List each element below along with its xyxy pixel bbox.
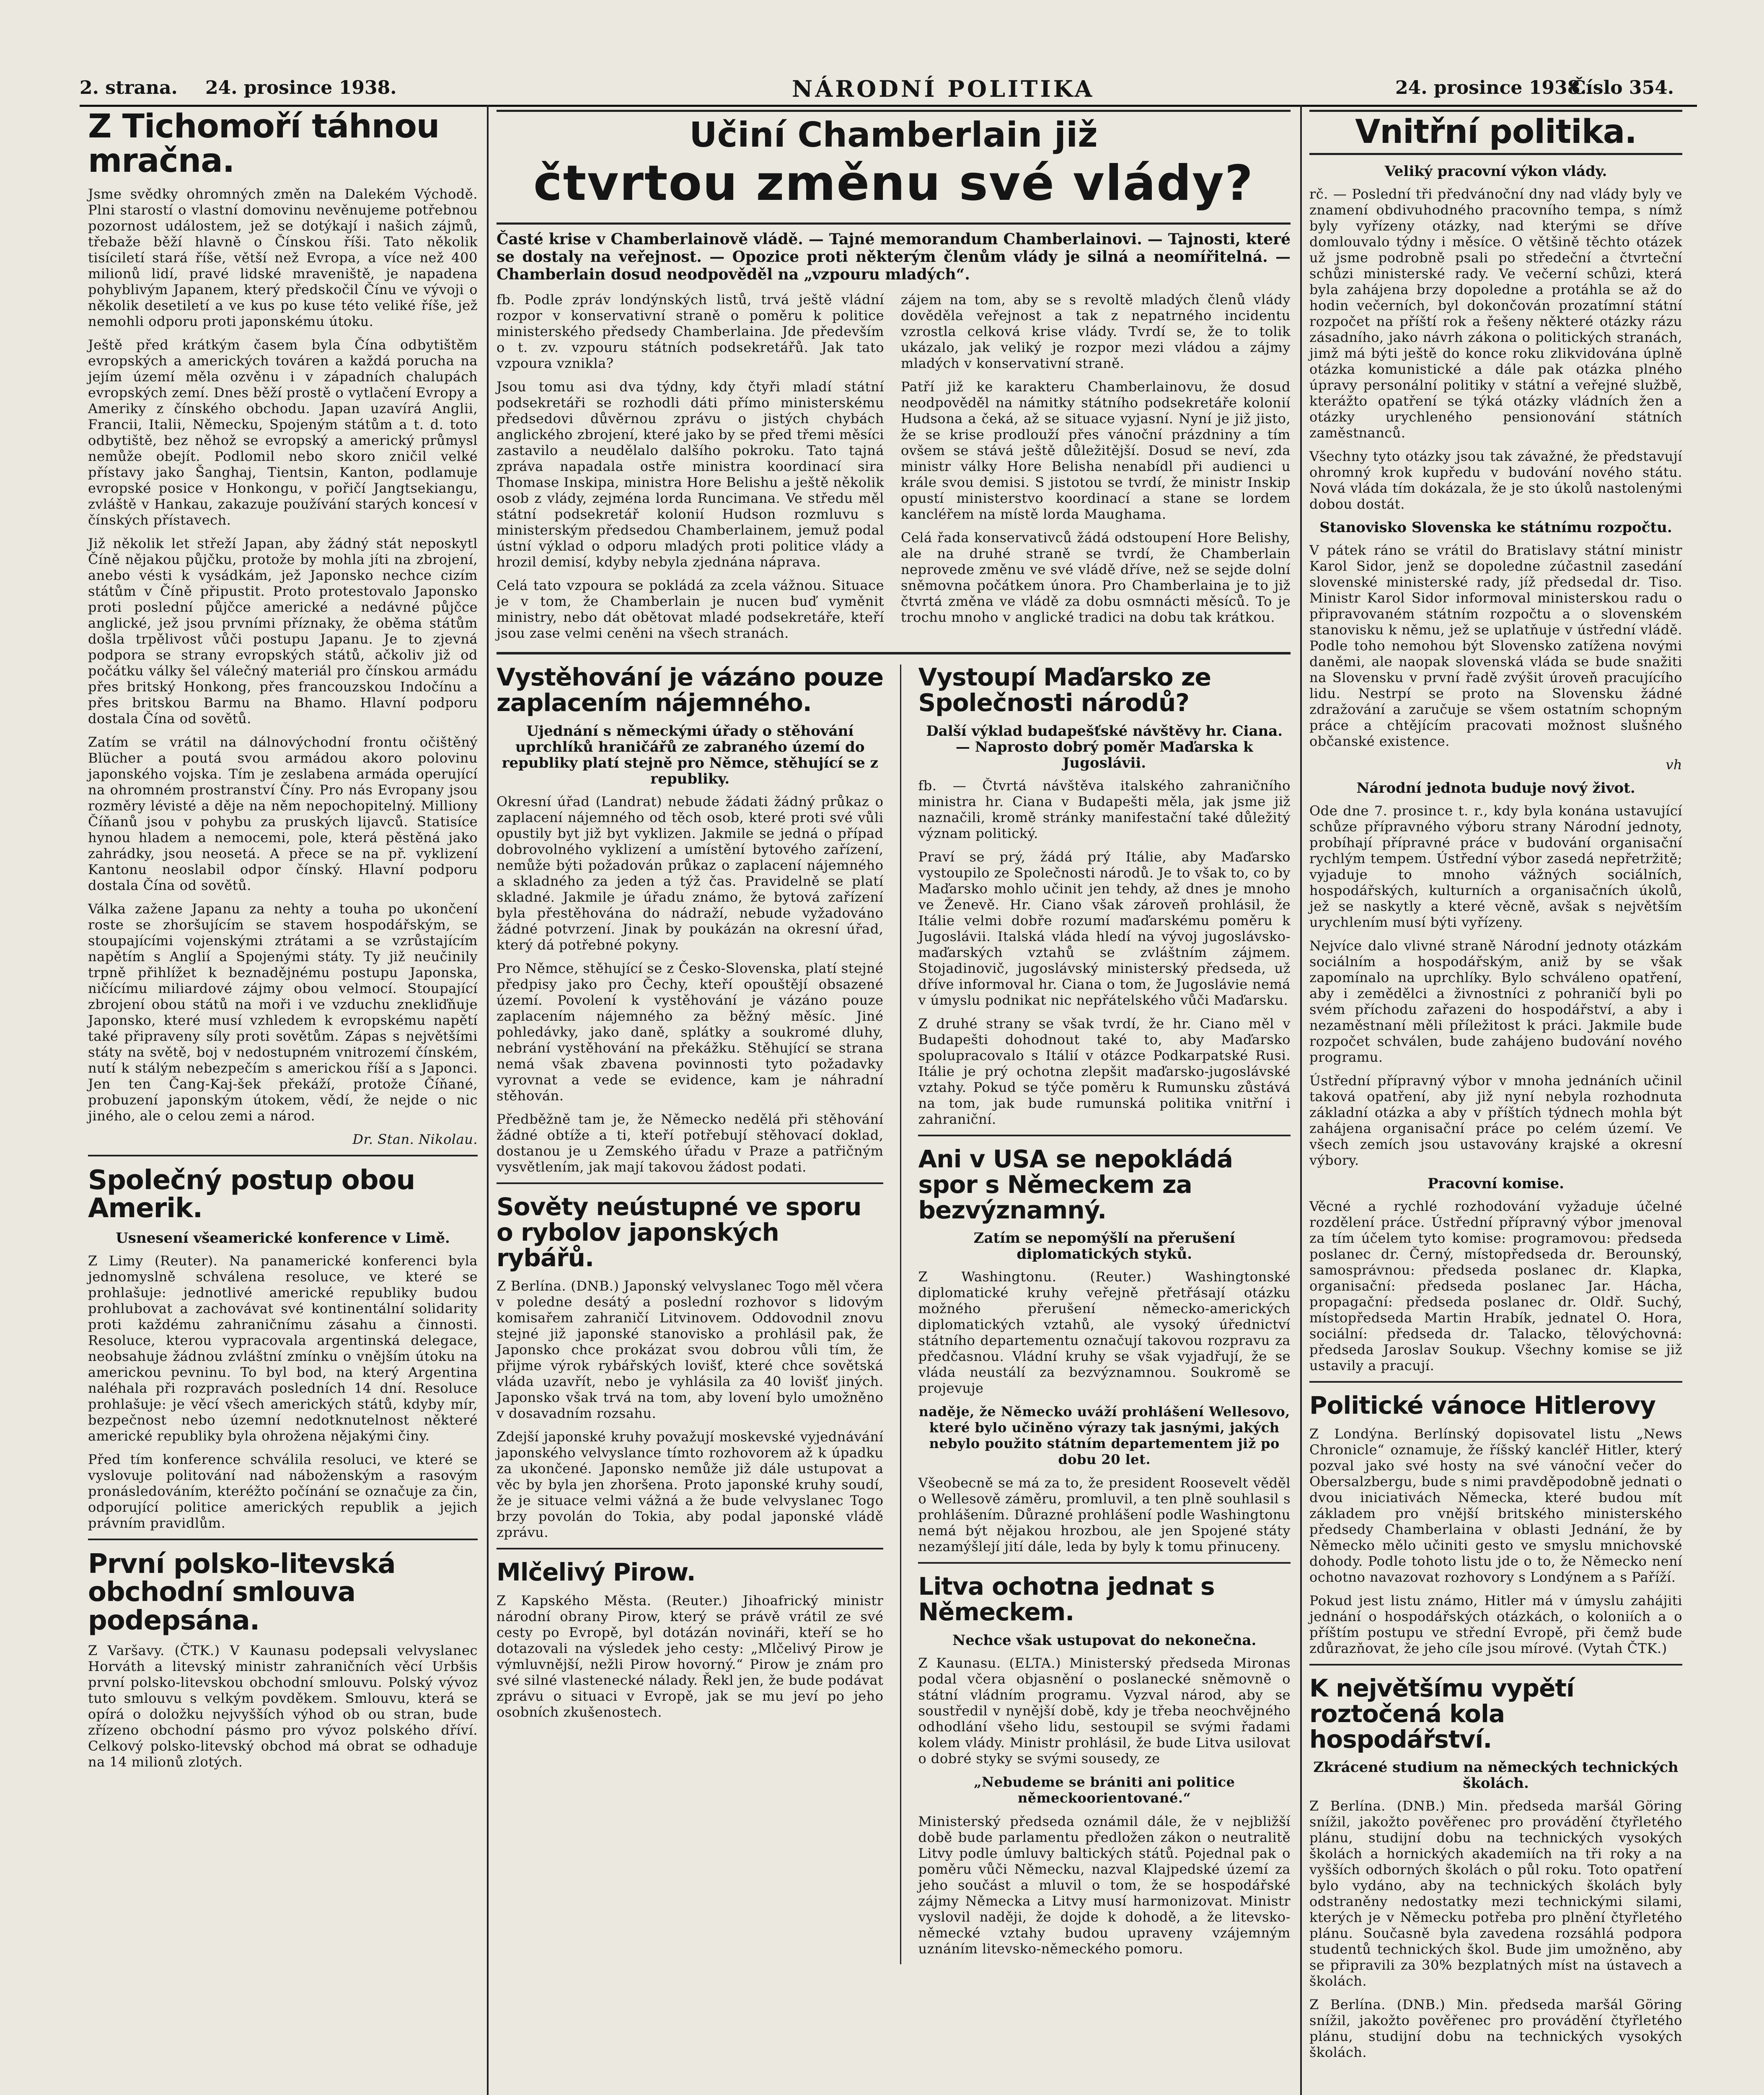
column-rule <box>1300 105 1302 2095</box>
masthead <box>80 75 1697 107</box>
article-paragraph: fb. Podle zpráv londýnských listů, trvá ještě vládní rozpor v konservativní straně o poměru k politice ministerského předsedy Chamberlaina. Jde především o t. zv. vzpouru státních podsekretářů. Jak tato vzpoura vznikla? <box>497 292 884 371</box>
article-bold-paragraph: „Nebudeme se brániti ani politice německoorientované.“ <box>974 1774 1235 1806</box>
article-paragraph: Před tím konference schválila resoluci, ve které se vyslovuje politování nad náboženským a rasovým pronásledováním, kteréžto počínání se označuje za čin, odporující politice amerických republik a jejich právním pravidlům. <box>88 1451 478 1531</box>
center-lower-left <box>497 665 883 1964</box>
article-paragraph: Již několik let střeží Japan, aby žádný stát neposkytl Číně nějakou půjčku, protože by mohla jíti na zbrojení, anebo vésti k vysádkám, jež Japonsko nechce cizím státům v Číně připustit. Proto protestovalo Japonsko proti poslední půjčce americké a nedávné půjčce anglické, jež jsou prvními příznaky, že oběma státům došla trpělivost vůči postupu Japanu. Je to zjevná podpora se strany evropských států, ačkoliv již od počátku války šel válečný materiál pro čínskou armádu přes britský Honkong, přes francouzskou Indočínu a přes britskou Barmu na Bhamo. Hlavní podporu dostala Čína od sovětů. <box>88 535 478 727</box>
page-number: 2. strana. <box>80 77 178 98</box>
divider <box>497 1182 883 1184</box>
article-title: Ani v USA se nepokládá spor s Německem za bezvýznamný. <box>918 1144 1233 1224</box>
article-paragraph: Všeobecně se má za to, že president Roosevelt věděl o Wellesově záměru, promluvil, a ten plně souhlasil s prohlášením. Důrazné prohlášení podle Washingtonu nemá být nějakou hrozbou, ale jen Spojené státy nezamýšlejí jití dále, leda by byly k tomu přinuceny. <box>918 1475 1291 1555</box>
article-title: Z Tichomoří táhnou mračna. <box>88 108 440 180</box>
article-paragraph: Praví se prý, žádá prý Itálie, aby Maďarsko vystoupilo ze Společnosti národů. Je to však to, co by Maďarsko mohlo učinit jen tehdy, až dnes je mnoho ve Ženevě. Hr. Ciano však zároveň prohlásil, že Itálie velmi dobře rozumí maďarskému poměru k Jugoslávii. Italská vláda hledí na vývoj jugoslávsko-maďarských vztahů se zvláštním zájmem. Stojadinovič, jugoslávský ministerský předseda, už dříve informoval hr. Ciana o tom, že Jugoslávie nemá v úmyslu podnikat nic nepřátelského vůči Maďarsku. <box>918 848 1291 1008</box>
column-left <box>88 110 478 1777</box>
article-paragraph: Válka zažene Japanu za nehty a touha po ukončení roste se zhoršujícím se stavem hospodářským, se stoupajícími vojenskými ztrátami a se vzrůstajícím napětím s Anglií a Spojenými státy. Ty již neučinily trpně přihlížet k beznadějnému postupu Japonska, ničícímu miliardové zájmy obou velmocí. Stoupající zbrojení obou států na moři i ve vzduchu znekliďňuje Japonsko, které musí vzhledem k evropskému napětí také připraveny síly proti sovětům. Zápas s největšími státy na světě, boj v nedostupném vnitrozemí čínském, nutí k stálým nebezpečím s americkou říší a s Japonci. Jen ten Čang-Kaj-šek překáží, protože Číňané, probuzení japonským útokem, vědí, že nejde o nic jiného, ale o celou zemi a národ. <box>88 900 478 1124</box>
article-title: Sověty neústupné ve sporu o rybolov japonských rybářů. <box>497 1192 861 1272</box>
article-paragraph: Z Berlína. (DNB.) Min. předseda maršál Göring snížil, jakožto pověřenec pro provádění čtyřletého plánu, studijní dobu na technických vysokých školách a hornických akademiích na tři roky a na vyšších odborných školách o půl roku. Toto opatření bylo vydáno, aby na technických školách byly odstraněny nedostatky mezi technickými silami, kterých je v Německu potřeba pro plnění čtyřletého plánu. Současně byla zavedena rozsáhlá podpora studentů technických škol. Bude jim umožněno, aby se připravili za 30% bezplatných míst na ústavech a školách. <box>1309 1798 1682 1989</box>
article-paragraph: Zatím se vrátil na dálnovýchodní frontu očištěný Blücher a poutá svou armádou akoro polovinu japonského vojska. Tím je zeslabena armáda operující na ohromném prostranství Číny. Pro nás Evropany jsou rozměry lévisté a děje na něm nepochopitelný. Milliony Číňanů jsou v pohybu za pruských lijavců. Statisíce hynou hladem a nemocemi, pole, která pěstěná jako zahrádky, jsou neosetá. A přece se na př. vyklizení Kantonu neoslabil odpor čínský. Hlavní podporu dostala Čína od sovětů. <box>88 734 478 893</box>
article-subtitle: Nechce však ustupovat do nekonečna. <box>952 1632 1257 1649</box>
article-title: K největšímu vypětí roztočená kola hospodářství. <box>1309 1673 1574 1754</box>
article-paragraph: Jsou tomu asi dva týdny, kdy čtyři mladí státní podsekretáři se rozhodli dáti přímo ministerskému předsedovi důvěrnou zprávu o jistých chybách anglického zbrojení, které jako by se před třemi měsíci zastavilo a neudělalo dalšího pokroku. Tato tajná zpráva napadala ostře ministra koordinací sira Thomase Inskipa, ministra Hore Belishu a ještě několik osob z vlády, zejména lorda Runcimana. Ve středu měl státní podsekretář kolonií Hudson rozmluvu s ministerským předsedou Chamberlainem, jemuž podal ústní výklad o odporu mladých proti politice vlády a hrozil demisí, kdyby nebyla zjednána náprava. <box>497 379 884 570</box>
center-lower <box>497 665 1291 1964</box>
article-paragraph: Okresní úřad (Landrat) nebude žádati žádný průkaz o zaplacení nájemného od těch osob, které proti své vůli opustily byt již byt vyklizen. Jakmile se jedná o případ dobrovolného vyklizení a umístění bytového zařízení, nemůže býti požadován průkaz o zaplacení nájemného a skladného za jeden a týž čas. Pravidelně se platí skladné. Jakmile je úřadu známo, že bytová zařízení byla přestěhována do nádraží, nebude vyžadováno žádné potvrzení. Jinak by poukázán na okresní úřad, který dá potřebné pokyny. <box>497 793 884 953</box>
lead-title-line1: Učiní Chamberlain již <box>689 115 1098 155</box>
article-paragraph: Pokud jest listu známo, Hitler má v úmyslu zahájiti jednání o hospodářských otázkách, o koloniích a o příštím postupu ve střední Evropě, při čemž bude zdůrazňovat, že jeho cíle jsou mírové. (Vytah ČTK.) <box>1309 1592 1682 1656</box>
article-subtitle: Národní jednota buduje nový život. <box>1356 779 1635 797</box>
article-subtitle: Veliký pracovní výkon vlády. <box>1384 163 1607 180</box>
section-title: Vnitřní politika. <box>1355 113 1637 151</box>
article-title: Litva ochotna jednat s Německem. <box>918 1572 1215 1627</box>
article-paragraph: Jsme svědky ohromných změn na Dalekém Východě. Plni starostí o vlastní domovinu nevěnujeme potřebnou pozornost událostem, jež se dotýkají i našich zájmů, třebaže běží hlavně o Čínskou říši. Tato několik tisíciletí stará říše, větší než Evropa, a více než 400 milionů lidí, pravé lidské mraveniště, je napadena pohyblivým Japanem, který předskočil Čínu ve vývoji o několik desetiletí a ve kus po kuse této veliké říše, jež nemohli odporu proti japonskému útoku. <box>88 186 478 329</box>
article-paragraph: Ještě před krátkým časem byla Čína odbytištěm evropských a amerických továren a každá porucha na jejím území měla ozvěnu i v západních chalupách evropských zemí. Dnes běží prostě o vytlačení Evropy a Ameriky z čínského obchodu. Japan uzavírá Anglii, Francii, Italii, Německu, Spojeným státům a t. d. toto odbytiště, bez něhož se evropský a americký průmysl nemůže obejít. Podlomil nebo skoro zničil velké přístavy jako Šanghaj, Tientsin, Kanton, podlamuje evropské posice v Honkongu, v pořičí Jangtsekiangu, zvláště v Hankau, zakazuje používání starých koncesí v čínských přístavech. <box>88 336 478 528</box>
article-paragraph: Všechny tyto otázky jsou tak závažné, že představují ohromný krok kupředu v budování nového státu. Nová vláda tím dokázala, že je sto úkolů nastolenými dobou dostát. <box>1309 448 1682 512</box>
section-header-box <box>1309 110 1682 155</box>
article-paragraph: rč. — Poslední tři předvánoční dny nad vlády byly ve znamení obdivuhodného pracovního tempa, s nímž byly vyřízeny otázky, nad kterými se dříve domlouvalo týdny i měsíce. O většině těchto otázek už jsme podrobně psali po středeční a čtvrteční schůzi ministerské rady. Ve večerní schůzi, která byla zahájena brzy dopoledne a protáhla se až do hodin večerních, byl dokončován prozatímní státní rozpočet na příští rok a řešeny některé otázky rázu zásadního, jako návrh zákona o politických stranách, jimž má býti ještě do konce roku zlikvidována úplně otázka komunistické a dále pak otázka plného úpravy personální politiky v státní a veřejné službě, kterážto opatření se týká otázky vládních žen a otázky urychleného pensionování státních zaměstnanců. <box>1309 186 1682 441</box>
article-title: Vystěhování je vázáno pouze zaplacením nájemného. <box>497 663 884 717</box>
article-paragraph: Věcné a rychlé rozhodování vyžaduje účelné rozdělení práce. Ústřední přípravný výbor jmenoval za tím účelem tyto komise: programovou: předseda poslanec dr. Černý, místopředseda dr. Berounský, samosprávnou: předseda poslanec dr. Klapka, organisační: předseda poslanec Jar. Hácha, propagační: předseda poslanec dr. Oldř. Suchý, místopředseda Martin Hrabík, jednatel O. Hora, sociální: předseda dr. Talacko, tělovýchovná: předseda Jaroslav Soukup. Všechny komise se již ustavily a pracují. <box>1309 1198 1682 1373</box>
article-paragraph: Z Varšavy. (ČTK.) V Kaunasu podepsali velvyslanec Horváth a litevský ministr zahraničních věcí Urbšis první polsko-litevskou obchodní smlouvu. Polský vývoz tuto smlouvu s velkým povděkem. Smlouvu, která se opírá o doložku nejvyšších výhod ob ou stran, bude zřízeno obchodní pásmo pro vývoz polského dříví. Celkový polsko-litevský obchod má obrat se odhaduje na 14 milionů zlotých. <box>88 1642 478 1770</box>
newspaper-title: NÁRODNÍ POLITIKA <box>792 75 1095 102</box>
lead-title-line2: čtvrtou změnu své vlády? <box>533 155 1254 212</box>
column-rule <box>900 665 901 1964</box>
article-title: Vystoupí Maďarsko ze Společnosti národů? <box>918 663 1211 717</box>
date-left: 24. prosince 1938. <box>205 77 397 98</box>
lead-subtitle: Časté krise v Chamberlainově vládě. — Tajné memorandum Chamberlainovi. — Tajnosti, které se dostaly na veřejnost. — Opozice proti některým členům vlády je silná a neomířitelná. — Chamberlain dosud neodpověděl na „vzpouru mladých“. <box>497 230 1291 283</box>
article-paragraph: Z Kapského Města. (Reuter.) Jihoafrický ministr národní obrany Pirow, který se právě vrátil ze své cesty po Evropě, byl dotázán novináři, kteří se ho dotazovali na výsledek jeho cesty: „Mlčelivý Pirow je výmluvnější, nežli Pirow hovorný.“ Pirow je znám pro své silné vlastenecké nálady. Řekl jen, že bude podávat zprávu o situaci v Evropě, jak se mu jeví po jeho osobních zkušenostech. <box>497 1593 884 1720</box>
article-paragraph: Z Berlína. (DNB.) Japonský velvyslanec Togo měl včera v poledne desátý a poslední rozhovor s lidovým komisařem zahraničí Litvinovem. Oddovodnil znovu stejné již japonské stanovisko a prohlásil pak, že Japonsko chce prokázat svou dobrou vůli tím, že přijme výrok rybářských lovišť, které chce sovětská vláda uzavřít, nebo je vyhlásila za 40 lovišť jiných. Japonsko však trvá na tom, aby lovení bylo umožněno v dosavadním rozsahu. <box>497 1278 884 1422</box>
article-paragraph: Zdejší japonské kruhy považují moskevské vyjednávání japonského velvyslance tímto rozhovorem až k úpadku za ukončené. Japonsko nemůže již dále ustupovat a věc by byla jen zhoršena. Proto japonské kruhy soudí, že je situace velmi vážná a že bude velvyslanec Togo brzy povolán do Tokia, aby podal japonské vládě zprávu. <box>497 1429 884 1541</box>
article-title: Mlčelivý Pirow. <box>497 1558 696 1587</box>
article-paragraph: zájem na tom, aby se s revoltě mladých členů vlády dověděla veřejnost a tak z nepatrného incidentu vzrostla celková krise vlády. Tvrdí se, že to tolik ukázalo, jak veliký je rozpor mezi vládou a zájmy mladých v konservativní straně. <box>901 292 1291 371</box>
article-title: Společný postup obou Amerik. <box>88 1164 415 1224</box>
article-subtitle: Ujednání s německými úřady o stěhování uprchlíků hraničářů ze zabraného území do republiky platí stejně pro Němce, stěhující se z republiky. <box>502 722 878 787</box>
column-center <box>497 110 1291 1964</box>
divider <box>918 1562 1291 1564</box>
article-paragraph: Nejvíce dalo vlivné straně Národní jednoty otázkám sociálním a hospodářským, aniž by se však zapomínalo na uprchlíky. Bylo schváleno opatření, aby i zemědělci a živnostníci z pohraničí byli po svém příchodu zařazeni do hospodářství, a aby i nezaměstnaní měli příležitost k práci. Jakmile bude rozpočet schválen, bude zahájeno budování nového programu. <box>1309 937 1682 1065</box>
article-paragraph: Patří již ke karakteru Chamberlainovu, že dosud neodpověděl na námitky státního podsekretáře kolonií Hudsona a čeká, až se situace vyjasní. Nyní je již jisto, že se krise prodlouží přes vánoční prázdniny a tím ovšem se stává ještě důležitější. Dosud se neví, zda ministr války Hore Belisha nenabídl při audienci u krále svou demisi. S jistotou se tvrdí, že ministr Inskip opustí ministerstvo koordinací a stane se lordem kancléřem na místě lorda Maughama. <box>901 379 1291 522</box>
date-right: 24. prosince 1938. <box>1395 77 1587 98</box>
article-paragraph: Pro Němce, stěhující se z Česko-Slovenska, platí stejné předpisy jako pro Čechy, kteří opouštějí obsazené území. Povolení k vystěhování je vázáno pouze zaplacením nájemného za běžný měsíc. Jiné pohledávky, jako daně, splátky a soukromé dluhy, nebrání vystěhování na překážku. Stěhující se strana nemá však zbavena povinnosti tyto požadavky vyrovnat a vede se evidence, kam je náhradní stěhován. <box>497 960 884 1104</box>
lead-body-right <box>901 292 1291 649</box>
issue-number: Číslo 354. <box>1571 77 1674 98</box>
divider <box>918 1135 1291 1136</box>
divider <box>497 1548 883 1549</box>
article-subtitle: Další výklad budapešťské návštěvy hr. Ciana. — Naprosto dobrý poměr Maďarska k Jugoslávii. <box>926 722 1283 771</box>
article-paragraph: Z Washingtonu. (Reuter.) Washingtonské diplomatické kruhy veřejně přetřásají otázku možného přerušení německo-amerických diplomatických vztahů, ale vysoký úřednictví státního departementu označují takovou rozpravu za předčasnou. Vládní kruhy se však vyjadřují, že se vláda neustálí za bezvýznamnou. Soukromě se projevuje <box>918 1269 1291 1397</box>
article-byline: Dr. Stan. Nikolau. <box>352 1131 478 1147</box>
divider <box>88 1539 478 1540</box>
article-title: První polsko-litevská obchodní smlouva podepsána. <box>88 1549 396 1636</box>
divider <box>497 652 1291 654</box>
article-paragraph: Z Berlína. (DNB.) Min. předseda maršál Göring snížil, jakožto pověřenec pro provádění čtyřletého plánu, studijní dobu na technických vysokých školách. <box>1309 1997 1682 2061</box>
article-paragraph: Z Londýna. Berlínský dopisovatel listu „News Chronicle“ oznamuje, že říšský kancléř Hitler, který pozval jako své hosty na své vánoční večer do Obersalzbergu, bude s nimi pravděpodobně jednati o dvou iniciativách Německa, které budou mít základem pro vnější britského ministerského předsedy Chamberlaina v oblasti Jednání, že by Německo mělo učiniti gesto ve smyslu mnichovské dohody. Podle tohoto listu jde o to, že Německo není ochotno navazovat rozhovory s Londýnem a s Paříží. <box>1309 1425 1682 1585</box>
article-paragraph: Z Limy (Reuter). Na panamerické konferenci byla jednomyslně schválena resoluce, ve které se prohlašuje: jednotlivé americké republiky budou prohlubovat a zachovávat své kontinentální solidarity proti každému zahraničnímu zásahu a činnosti. Resoluce, kterou vypracovala argentinská delegace, neobsahuje žádnou zvláštní zmínku o vnějším útoku na americkou pevninu. To byl bod, na který Argentina naléhala při rozpravách posledních 14 dní. Resoluce prohlašuje: je věcí všech amerických států, kdyby mír, bezpečnost nebo územní nedotknutelnost některé americké republiky byla ohrožena nějakými činy. <box>88 1253 478 1444</box>
article-subtitle: Zatím se nepomýšlí na přerušení diplomatických styků. <box>973 1230 1235 1263</box>
article-subtitle: Pracovní komise. <box>1428 1175 1564 1192</box>
article-paragraph: Celá tato vzpoura se pokládá za zcela vážnou. Situace je v tom, že Chamberlain je nucen buď vyměnit ministry, nebo dát obětovat mladé podsekretáře, kteří jsou zase velmi ceněni na všech stranách. <box>497 577 884 641</box>
article-paragraph: fb. — Čtvrtá návštěva italského zahraničního ministra hr. Ciana v Budapešti měla, jak jsme již naznačili, kromě stránky manifestační také důležitý význam politický. <box>918 777 1291 841</box>
article-paragraph: Celá řada konservativců žádá odstoupení Hore Belishy, ale na druhé straně se tvrdí, že Chamberlain neprovede změnu ve své vládě dříve, než se sejde dolní sněmovna počátkem února. Pro Chamberlaina je to již čtvrtá změna ve vládě za dobu osmnácti měsíců. To je trochu mnoho v anglické tradici na dobu tak krátkou. <box>901 530 1291 625</box>
article-paragraph: Z druhé strany se však tvrdí, že hr. Ciano měl v Budapešti dohodnout také to, aby Maďarsko spolupracovalo s Itálií v otázce Podkarpatské Rusi. Itálie je prý ochotna zlepšit maďarsko-jugoslávské vztahy. Pokud se týče poměru k Rumunsku zůstává na tom, jak bude rumunská politika vnitřní i zahraniční. <box>918 1015 1291 1127</box>
article-paragraph: Ode dne 7. prosince t. r., kdy byla konána ustavující schůze přípravného výboru strany Národní jednoty, probíhají přípravné práce v budování organisační rychlým tempem. Ústřední výbor zasedá nepřetržitě; vyjaduje to mnoho vážných sociálních, hospodářských, kulturních a organisačních úkolů, jež se naskytly a které věcně, avšak s největším urychlením musí býti vyřízeny. <box>1309 802 1682 930</box>
article-paragraph: Ministerský předseda oznámil dále, že v nejbližší době bude parlamentu předložen zákon o neutralitě Litvy podle úmluvy baltických států. Pojednal pak o poměru vůči Německu, nazval Klajpedské území za jeho součást a mluvil o tom, že se hospodářské zájmy Německa a Litvy musí harmonizovat. Ministr vyslovil naději, že dojde k dohodě, a že litevsko-německé vztahy budou upraveny vzájemným uznáním litevsko-německého pomoru. <box>918 1813 1291 1957</box>
article-paragraph: Z Kaunasu. (ELTA.) Ministerský předseda Mironas podal včera objasnění o poslanecké sněmovně o státní vládním programu. Vyzval národ, aby se soustředil v nynější době, kdy je třeba neochvějného odhodlání všeho lidu, sestoupil se svými řadami kolem vlády. Ministr prohlásil, že bude Litva usilovat o dobré styky se svými sousedy, ze <box>918 1655 1291 1767</box>
divider <box>88 1155 478 1156</box>
article-paragraph: Předběžně tam je, že Německo nedělá při stěhování žádné obtíže a ti, kteří potřebují stěhovací doklad, dostanou je u Zemského úřadu v Praze a patřičným vysvětlením, jak mají takovou žádost podati. <box>497 1111 884 1175</box>
column-right <box>1309 110 1682 2068</box>
column-rule <box>487 105 489 2095</box>
lead-headline-box <box>497 110 1291 225</box>
divider <box>1309 1381 1682 1383</box>
center-lower-right <box>918 665 1291 1964</box>
article-title: Politické vánoce Hitlerovy <box>1309 1391 1656 1420</box>
article-byline: vh <box>1666 756 1682 773</box>
lead-body <box>497 292 1291 649</box>
article-bold-paragraph: naděje, že Německo uváží prohlášení Wellesovo, které bylo učiněno výrazy tak jasnými, jakých nebylo použito státním departementem již po dobu 20 let. <box>918 1404 1290 1468</box>
article-subtitle: Usnesení všeamerické konference v Limě. <box>116 1230 450 1247</box>
divider <box>1309 1664 1682 1666</box>
article-subtitle: Stanovisko Slovenska ke státnímu rozpočtu. <box>1319 519 1672 536</box>
article-subtitle: Zkrácené studium na německých technických školách. <box>1313 1759 1679 1792</box>
article-paragraph: Ústřední přípravný výbor v mnoha jednáních učinil taková opatření, aby již nyní nebyla rozhodnuta základní otázka a aby v příštích týdnech mohla být zahájena organisační práce po celém území. Ve všech zemích jsou ustavovány krajské a okresní výbory. <box>1309 1072 1682 1168</box>
lead-body-left <box>497 292 884 649</box>
article-paragraph: V pátek ráno se vrátil do Bratislavy státní ministr Karol Sidor, jenž se dopoledne zúčastnil zasedání slovenské ministerské rady, jíž předsedal dr. Tiso. Ministr Karol Sidor informoval ministerskou radu o připravovaném státním rozpočtu a o slovenském stanovisku k němu, jež se uplatňuje v ústřední vládě. Podle toho nemohou být Slovensko zatížena novými daněmi, ale naopak slovenská vláda se bude snažiti na Slovensku v první řadě zvýšit úroveň pracujícího lidu. Nestrpí se proto na Slovensku žádné zdražování a zaručuje se všem ostatním schopným práce a chtějícím pracovati možnost slušného občanské existence. <box>1309 542 1682 749</box>
